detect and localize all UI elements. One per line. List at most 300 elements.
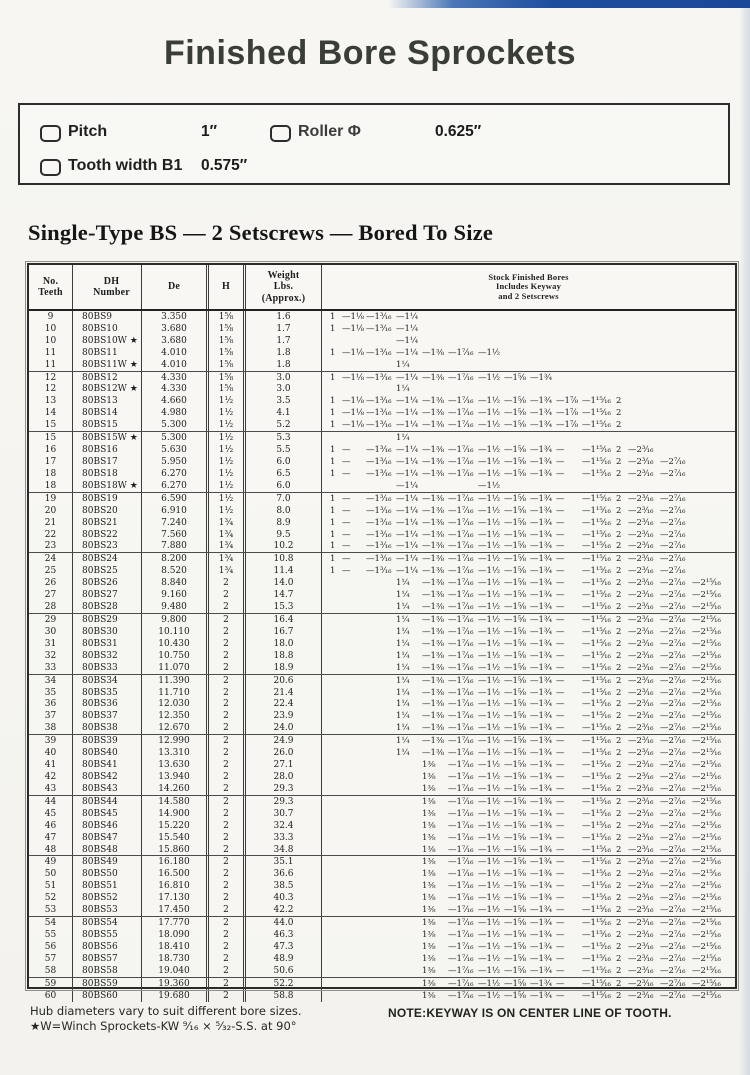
bore-value: —1⅝	[504, 771, 527, 782]
teeth-cell: 25	[44, 566, 57, 577]
bore-value: —1¹⁵⁄₁₆	[582, 844, 611, 855]
bores-cell	[322, 541, 735, 553]
bore-value: —1¼	[396, 505, 419, 516]
bore-value: —1¼	[396, 323, 419, 334]
teeth-cell: 54	[44, 918, 57, 929]
bore-value: —1⅝	[504, 675, 527, 686]
table-row	[29, 868, 735, 880]
bore-value: —1½	[478, 420, 501, 431]
bore-value: —2¹⁵⁄₁₆	[692, 687, 721, 698]
bore-value: 1¼	[396, 675, 410, 686]
bore-value: —1⅛	[342, 347, 365, 358]
bore-value: —1⁷⁄₁₆	[448, 566, 474, 577]
bore-value: —2³⁄₁₆	[628, 760, 654, 771]
bore-value: —1¹⁵⁄₁₆	[582, 953, 611, 964]
bore-value: 2	[616, 893, 622, 904]
bore-value: —1¹⁵⁄₁₆	[582, 662, 611, 673]
bore-value: —2³⁄₁₆	[628, 820, 654, 831]
de-cell: 11.070	[141, 662, 206, 674]
bore-value: —1⅞	[556, 396, 579, 407]
table-row	[29, 650, 735, 662]
bore-value: —1⁷⁄₁₆	[448, 675, 474, 686]
bore-value: —1⁷⁄₁₆	[448, 372, 474, 383]
table-row	[29, 855, 735, 868]
bores-cell	[322, 929, 735, 941]
bore-value: —	[342, 445, 351, 456]
bore-value: 1	[330, 323, 336, 334]
bore-value: —1½	[478, 736, 501, 747]
bore-value: 1¼	[396, 711, 410, 722]
bore-value: 2	[616, 420, 622, 431]
spec-box	[18, 103, 730, 185]
teeth-cell: 60	[44, 990, 57, 1001]
bore-value: —2⁷⁄₁₆	[660, 918, 686, 929]
bore-value: —1⅜	[422, 493, 445, 504]
bore-value: —1⅛	[342, 420, 365, 431]
de-cell: 7.240	[141, 517, 206, 529]
weight-cell: 26.0	[246, 747, 322, 759]
bore-value: —2³⁄₁₆	[628, 783, 654, 794]
bore-value: —2⁷⁄₁₆	[660, 760, 686, 771]
teeth-cell: 41	[44, 760, 57, 771]
bore-value: —1½	[478, 796, 501, 807]
dh-number-cell: 80BS28	[72, 601, 141, 613]
dh-number-cell: 80BS51	[72, 880, 141, 892]
bore-value: 2	[616, 736, 622, 747]
teeth-cell: 59	[44, 978, 57, 989]
bore-value: —	[556, 723, 565, 734]
bore-value: —1⁷⁄₁₆	[448, 796, 474, 807]
bore-value: —1½	[478, 687, 501, 698]
bore-value: 2	[616, 771, 622, 782]
bore-value: —1¹⁵⁄₁₆	[582, 590, 611, 601]
bore-value: —1⁷⁄₁₆	[448, 347, 474, 358]
weight-cell: 52.2	[246, 978, 322, 990]
de-cell: 16.180	[141, 856, 206, 868]
bore-value: —	[556, 808, 565, 819]
bore-value: —1½	[478, 650, 501, 661]
table-row	[29, 722, 735, 734]
bore-value: —1⁷⁄₁₆	[448, 578, 474, 589]
bores-cell	[322, 856, 735, 868]
dh-number-cell: 80BS17	[72, 456, 141, 468]
teeth-cell: 29	[44, 615, 57, 625]
weight-cell: 36.6	[246, 868, 322, 880]
teeth-cell: 38	[44, 723, 57, 734]
bore-value: —1⁷⁄₁₆	[448, 771, 474, 782]
bore-value: 1	[330, 505, 336, 516]
weight-cell: 20.6	[246, 675, 322, 687]
bore-value: —2³⁄₁₆	[628, 723, 654, 734]
bore-value: —1⅜	[422, 687, 445, 698]
teeth-cell: 12	[44, 384, 57, 395]
table-row	[29, 795, 735, 808]
bore-value: —1⅝	[504, 529, 527, 540]
teeth-cell: 26	[44, 578, 57, 589]
de-cell: 13.940	[141, 771, 206, 783]
weight-cell: 5.5	[246, 444, 322, 456]
bore-value: 1	[330, 396, 336, 407]
bore-value: —1¾	[530, 662, 553, 673]
dh-number-cell: 80BS18	[72, 468, 141, 480]
de-cell: 3.350	[141, 311, 206, 323]
bore-value: —1¹⁵⁄₁₆	[582, 893, 611, 904]
bore-value: —2¹⁵⁄₁₆	[692, 808, 721, 819]
bore-value: —1¼	[396, 457, 419, 468]
bore-value: 2	[616, 796, 622, 807]
h-cell: 1½	[206, 480, 246, 492]
h-cell: 2	[206, 722, 246, 734]
spec-row-1	[20, 123, 728, 145]
bore-value: —2¹⁵⁄₁₆	[692, 748, 721, 759]
table-row	[29, 541, 735, 553]
bore-value: —	[556, 965, 565, 976]
bore-value: —1½	[478, 783, 501, 794]
dh-number-cell: 80BS24	[72, 553, 141, 565]
bore-value: —2⁷⁄₁₆	[660, 493, 686, 504]
bore-value: —2³⁄₁₆	[628, 918, 654, 929]
weight-cell: 27.1	[246, 759, 322, 771]
bore-value: —2¹⁵⁄₁₆	[692, 650, 721, 661]
bores-cell	[322, 395, 735, 407]
dh-number-cell: 80BS43	[72, 783, 141, 795]
bore-value: —2⁷⁄₁₆	[660, 990, 686, 1001]
bore-value: —1¾	[530, 869, 553, 880]
h-cell: 2	[206, 941, 246, 953]
bore-value: 1¼	[396, 615, 410, 625]
bore-value: —1¾	[530, 420, 553, 431]
bore-value: —1¾	[530, 529, 553, 540]
bore-value: 1¼	[396, 626, 410, 637]
bore-value: —1¹⁵⁄₁₆	[582, 881, 611, 892]
dh-number-cell: 80BS42	[72, 771, 141, 783]
bore-value: —1³⁄₁₆	[366, 457, 392, 468]
bore-value: —1⅝	[504, 638, 527, 649]
dh-number-cell: 80BS12	[72, 372, 141, 384]
bore-value: —1¹⁵⁄₁₆	[582, 420, 611, 431]
bore-value: —1⅜	[422, 554, 445, 565]
bore-value: —2³⁄₁₆	[628, 953, 654, 964]
de-cell: 14.580	[141, 796, 206, 808]
weight-cell: 8.9	[246, 517, 322, 529]
weight-cell: 38.5	[246, 880, 322, 892]
bore-value: —1¾	[530, 541, 553, 552]
bore-value: —1¾	[530, 832, 553, 843]
bore-value: 2	[616, 760, 622, 771]
header-stock-finished-bores: Stock Finished Bores Includes Keyway and 2 Setscrews	[488, 271, 569, 301]
bore-value: —1⅝	[504, 748, 527, 759]
de-cell: 8.840	[141, 577, 206, 589]
bore-value: —2³⁄₁₆	[628, 590, 654, 601]
bore-value: —1⅝	[504, 602, 527, 613]
h-cell: 2	[206, 699, 246, 711]
bore-value: —	[556, 918, 565, 929]
roller-value: 0.625″	[435, 123, 482, 140]
teeth-cell: 18	[44, 480, 57, 491]
bore-value: —1¼	[396, 493, 419, 504]
bore-value: —2⁷⁄₁₆	[660, 808, 686, 819]
bore-value: —2⁷⁄₁₆	[660, 602, 686, 613]
bore-value: —	[556, 760, 565, 771]
bore-value: —2⁷⁄₁₆	[660, 554, 686, 565]
weight-cell: 15.3	[246, 601, 322, 613]
bore-value: —2³⁄₁₆	[628, 941, 654, 952]
bore-value: 2	[616, 493, 622, 504]
dh-number-cell: 80BS11W ★	[72, 359, 141, 371]
h-cell: 1⅝	[206, 347, 246, 359]
bore-value: —1¹⁵⁄₁₆	[582, 771, 611, 782]
bore-value: —2¹⁵⁄₁₆	[692, 760, 721, 771]
bore-value: —1½	[478, 990, 501, 1001]
de-cell: 5.950	[141, 456, 206, 468]
h-cell: 2	[206, 808, 246, 820]
bore-value: 1¼	[396, 578, 410, 589]
bore-value: —	[342, 529, 351, 540]
weight-cell: 28.0	[246, 771, 322, 783]
bore-value: —	[556, 941, 565, 952]
h-cell: 1⅝	[206, 311, 246, 323]
bore-value: —2³⁄₁₆	[628, 857, 654, 868]
bore-value: —1⅝	[504, 468, 527, 479]
bore-value: —1⅜	[422, 675, 445, 686]
bore-value: —2⁷⁄₁₆	[660, 505, 686, 516]
bore-value: —1⁷⁄₁₆	[448, 990, 474, 1001]
bore-value: —1⅝	[504, 978, 527, 989]
tooth-width-label: Tooth width B1	[68, 157, 183, 174]
bore-value: 1⅜	[422, 771, 436, 782]
bores-cell	[322, 880, 735, 892]
bores-cell	[322, 419, 735, 431]
bore-value: 1⅜	[422, 990, 436, 1001]
table-header	[29, 265, 735, 311]
bore-value: —1¹⁵⁄₁₆	[582, 408, 611, 419]
h-cell: 1½	[206, 493, 246, 505]
bore-value: —1⅝	[504, 844, 527, 855]
de-cell: 18.090	[141, 929, 206, 941]
bore-value: —1⅛	[342, 372, 365, 383]
bore-value: —2⁷⁄₁₆	[660, 857, 686, 868]
weight-cell: 6.5	[246, 468, 322, 480]
bore-value: 1¼	[396, 699, 410, 710]
table-row	[29, 347, 735, 359]
de-cell: 5.300	[141, 419, 206, 431]
bore-value: —2⁷⁄₁₆	[660, 844, 686, 855]
de-cell: 5.300	[141, 432, 206, 444]
bore-value: —1¾	[530, 638, 553, 649]
dh-number-cell: 80BS18W ★	[72, 480, 141, 492]
bore-value: —2³⁄₁₆	[628, 808, 654, 819]
bore-value: —1⁷⁄₁₆	[448, 748, 474, 759]
bores-cell	[322, 747, 735, 759]
table-row	[29, 710, 735, 722]
bore-value: —	[342, 493, 351, 504]
bore-value: —1¾	[530, 602, 553, 613]
bore-value: —	[342, 517, 351, 528]
de-cell: 4.660	[141, 395, 206, 407]
bore-value: —1⁷⁄₁₆	[448, 529, 474, 540]
bore-value: —1³⁄₁₆	[366, 541, 392, 552]
bore-value: —2¹⁵⁄₁₆	[692, 965, 721, 976]
bore-value: —1⅜	[422, 626, 445, 637]
table-row	[29, 953, 735, 965]
table-row	[29, 916, 735, 929]
bore-value: —1⅝	[504, 615, 527, 625]
dh-number-cell: 80BS13	[72, 395, 141, 407]
h-cell: 2	[206, 735, 246, 747]
bore-value: —1¼	[396, 566, 419, 577]
bore-value: 2	[616, 820, 622, 831]
bore-value: —2³⁄₁₆	[628, 675, 654, 686]
bore-value: —1¹⁵⁄₁₆	[582, 965, 611, 976]
bore-value: —	[556, 711, 565, 722]
bores-cell	[322, 347, 735, 359]
weight-cell: 11.4	[246, 565, 322, 577]
de-cell: 7.880	[141, 541, 206, 553]
weight-cell: 18.8	[246, 650, 322, 662]
dh-number-cell: 80BS41	[72, 759, 141, 771]
bore-value: 2	[616, 602, 622, 613]
bore-value: —1⅜	[422, 736, 445, 747]
bores-cell	[322, 904, 735, 916]
table-row	[29, 517, 735, 529]
teeth-cell: 57	[44, 953, 57, 964]
h-cell: 1⅝	[206, 372, 246, 384]
footnote-keyway-note: NOTE:KEYWAY IS ON CENTER LINE OF TOOTH.	[388, 1006, 672, 1020]
teeth-cell: 47	[44, 832, 57, 843]
teeth-cell: 15	[44, 433, 57, 444]
bore-value: —1¾	[530, 408, 553, 419]
de-cell: 19.680	[141, 990, 206, 1002]
dh-number-cell: 80BS10W ★	[72, 335, 141, 347]
bore-value: —2³⁄₁₆	[628, 905, 654, 916]
bore-value: —2¹⁵⁄₁₆	[692, 978, 721, 989]
bore-value: —1⅝	[504, 820, 527, 831]
bore-value: —1¹⁵⁄₁₆	[582, 857, 611, 868]
bore-value: —1⅝	[504, 711, 527, 722]
bore-value: 1¼	[396, 433, 410, 444]
bore-value: —2⁷⁄₁₆	[660, 796, 686, 807]
de-cell: 4.330	[141, 384, 206, 396]
bore-value: —1¾	[530, 590, 553, 601]
table-row	[29, 965, 735, 977]
dh-number-cell: 80BS46	[72, 820, 141, 832]
bore-value: —2³⁄₁₆	[628, 736, 654, 747]
dh-number-cell: 80BS59	[72, 978, 141, 990]
bore-value: —	[556, 844, 565, 855]
bore-value: —1¼	[396, 554, 419, 565]
bore-value: —1¾	[530, 493, 553, 504]
bore-value: —1³⁄₁₆	[366, 554, 392, 565]
bores-cell	[322, 601, 735, 613]
bores-cell	[322, 687, 735, 699]
bore-value: —1⅝	[504, 869, 527, 880]
bore-value: 2	[616, 844, 622, 855]
de-cell: 4.010	[141, 347, 206, 359]
bore-value: —1⅝	[504, 699, 527, 710]
bore-value: —1½	[478, 953, 501, 964]
bore-value: —1¹⁵⁄₁₆	[582, 493, 611, 504]
h-cell: 1½	[206, 468, 246, 480]
teeth-cell: 10	[44, 323, 57, 334]
bore-value: —1¹⁵⁄₁₆	[582, 760, 611, 771]
bore-value: —1½	[478, 517, 501, 528]
bore-value: —1⅝	[504, 918, 527, 929]
page-top-blue-bar	[388, 0, 750, 8]
bore-value: 1	[330, 311, 336, 322]
h-cell: 2	[206, 796, 246, 808]
h-cell: 1¾	[206, 529, 246, 541]
table-row	[29, 904, 735, 916]
bore-value: —2¹⁵⁄₁₆	[692, 844, 721, 855]
bores-cell	[322, 505, 735, 517]
bore-value: —1⅝	[504, 723, 527, 734]
bore-value: —1½	[478, 615, 501, 625]
bore-value: —2⁷⁄₁₆	[660, 638, 686, 649]
weight-cell: 14.0	[246, 577, 322, 589]
bore-value: —1½	[478, 881, 501, 892]
bore-value: —1⅝	[504, 566, 527, 577]
bore-value: —1¾	[530, 723, 553, 734]
dh-number-cell: 80BS57	[72, 953, 141, 965]
bore-value: —	[556, 857, 565, 868]
weight-cell: 32.4	[246, 820, 322, 832]
table-row	[29, 419, 735, 431]
bore-value: —1⁷⁄₁₆	[448, 844, 474, 855]
bore-value: —1¹⁵⁄₁₆	[582, 517, 611, 528]
bore-value: —1⁷⁄₁₆	[448, 941, 474, 952]
bores-cell	[322, 407, 735, 419]
weight-cell: 8.0	[246, 505, 322, 517]
bore-value: —1½	[478, 857, 501, 868]
bore-value: —1⁷⁄₁₆	[448, 554, 474, 565]
bore-value: —1¹⁵⁄₁₆	[582, 602, 611, 613]
bore-value: —2⁷⁄₁₆	[660, 748, 686, 759]
bore-value: 1⅜	[422, 893, 436, 904]
bore-value: —1½	[478, 493, 501, 504]
bore-value: —1½	[478, 918, 501, 929]
bore-value: —1⅝	[504, 783, 527, 794]
bore-value: —1¹⁵⁄₁₆	[582, 615, 611, 625]
h-cell: 2	[206, 820, 246, 832]
bore-value: —1½	[478, 638, 501, 649]
weight-cell: 24.9	[246, 735, 322, 747]
table-row	[29, 601, 735, 613]
bore-value: —1⅛	[342, 323, 365, 334]
bore-value: —1¾	[530, 953, 553, 964]
bore-value: —	[556, 578, 565, 589]
dh-number-cell: 80BS32	[72, 650, 141, 662]
table-row	[29, 977, 735, 990]
bore-value: —1⅝	[504, 808, 527, 819]
bore-value: —	[556, 445, 565, 456]
weight-cell: 10.2	[246, 541, 322, 553]
dh-number-cell: 80BS31	[72, 638, 141, 650]
weight-cell: 6.0	[246, 480, 322, 492]
bores-cell	[322, 650, 735, 662]
bore-value: 1	[330, 408, 336, 419]
bore-value: —1¾	[530, 566, 553, 577]
bore-value: 2	[616, 808, 622, 819]
bore-value: —1½	[478, 626, 501, 637]
bore-value: —1⅝	[504, 517, 527, 528]
bore-value: 2	[616, 638, 622, 649]
bore-value: —1⅝	[504, 445, 527, 456]
bore-value: —1½	[478, 480, 501, 491]
bore-value: —1⅜	[422, 638, 445, 649]
h-cell: 2	[206, 675, 246, 687]
bore-value: —2³⁄₁₆	[628, 965, 654, 976]
bore-value: —1¹⁵⁄₁₆	[582, 832, 611, 843]
